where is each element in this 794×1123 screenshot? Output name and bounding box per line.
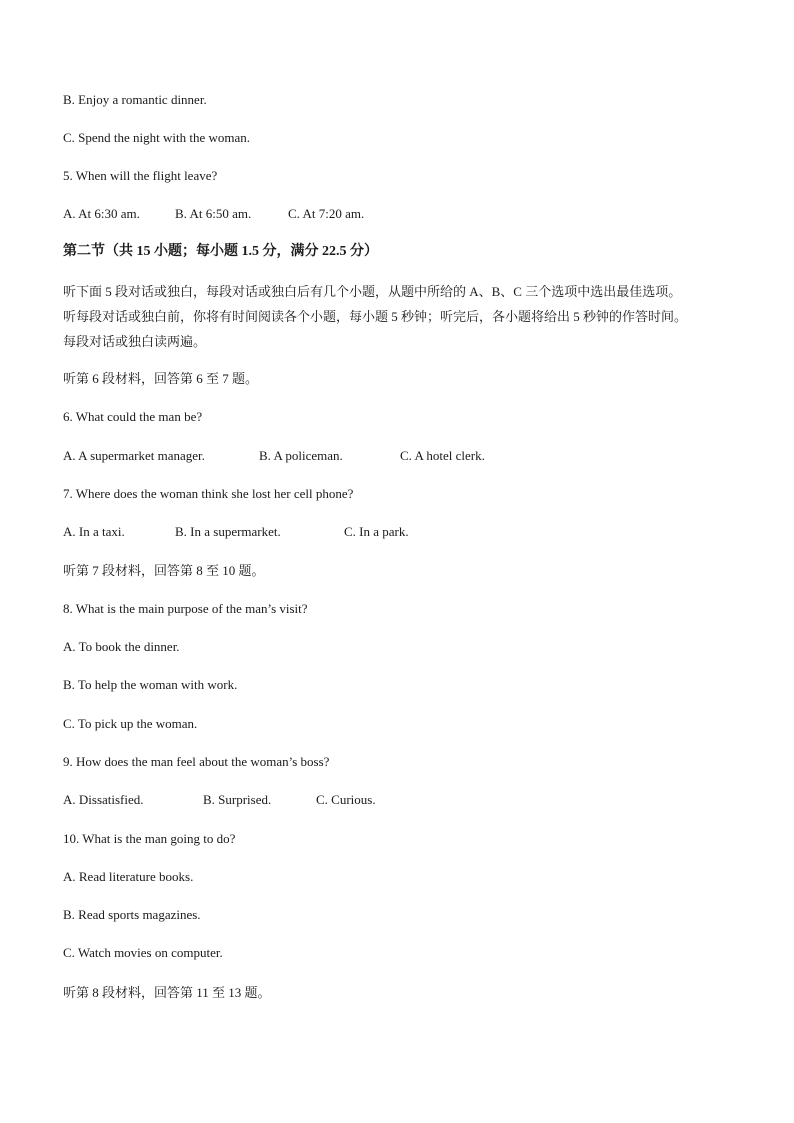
q4-option-c: C. Spend the night with the woman.: [63, 130, 251, 145]
q6-question: 6. What could the man be?: [63, 409, 203, 424]
q9-options: [63, 792, 376, 808]
q5-option-c: C. At 7:20 am.: [288, 206, 365, 221]
passage7-instruction: 听第 7 段材料，回答第 8 至 10 题。: [63, 563, 265, 578]
q5-option-a: A. At 6:30 am.: [63, 206, 140, 221]
q7-options: [63, 524, 409, 540]
q8-option-a: A. To book the dinner.: [63, 639, 180, 654]
instruction-line-2: 听每段对话或独白前，你将有时间阅读各个小题，每小题 5 秒钟；听完后，各小题将给出 5 秒钟的作答时间。: [63, 309, 688, 324]
q4-option-b: B. Enjoy a romantic dinner.: [63, 92, 207, 107]
q8-option-c: C. To pick up the woman.: [63, 716, 198, 731]
q9-question: 9. How does the man feel about the woman’s boss?: [63, 754, 330, 769]
passage8-instruction: 听第 8 段材料，回答第 11 至 13 题。: [63, 985, 271, 1000]
q10-option-c: C. Watch movies on computer.: [63, 945, 223, 960]
q6-options: [63, 448, 485, 464]
q10-question: 10. What is the man going to do?: [63, 831, 236, 846]
q9-option-b: B. Surprised.: [203, 792, 272, 807]
q9-option-c: C. Curious.: [316, 792, 376, 807]
q6-option-a: A. A supermarket manager.: [63, 448, 205, 463]
passage6-instruction: 听第 6 段材料，回答第 6 至 7 题。: [63, 371, 259, 386]
q10-option-b: B. Read sports magazines.: [63, 907, 201, 922]
q7-option-c: C. In a park.: [344, 524, 409, 539]
q10-option-a: A. Read literature books.: [63, 869, 194, 884]
q5-options: [63, 206, 364, 222]
instruction-line-1: 听下面 5 段对话或独白，每段对话或独白后有几个小题，从题中所给的 A、B、C 三个选项中选出最佳选项。: [63, 284, 682, 299]
q6-option-c: C. A hotel clerk.: [400, 448, 485, 463]
q7-option-a: A. In a taxi.: [63, 524, 125, 539]
q6-option-b: B. A policeman.: [259, 448, 343, 463]
q5-option-b: B. At 6:50 am.: [175, 206, 252, 221]
instruction-line-3: 每段对话或独白读两遍。: [63, 334, 207, 349]
q5-question: 5. When will the flight leave?: [63, 168, 218, 183]
q7-question: 7. Where does the woman think she lost her cell phone?: [63, 486, 354, 501]
q9-option-a: A. Dissatisfied.: [63, 792, 144, 807]
q8-question: 8. What is the main purpose of the man’s visit?: [63, 601, 308, 616]
section2-instructions: [63, 279, 753, 354]
section2-heading: 第二节（共 15 小题；每小题 1.5 分，满分 22.5 分）: [63, 244, 378, 259]
q7-option-b: B. In a supermarket.: [175, 524, 281, 539]
q8-option-b: B. To help the woman with work.: [63, 677, 238, 692]
